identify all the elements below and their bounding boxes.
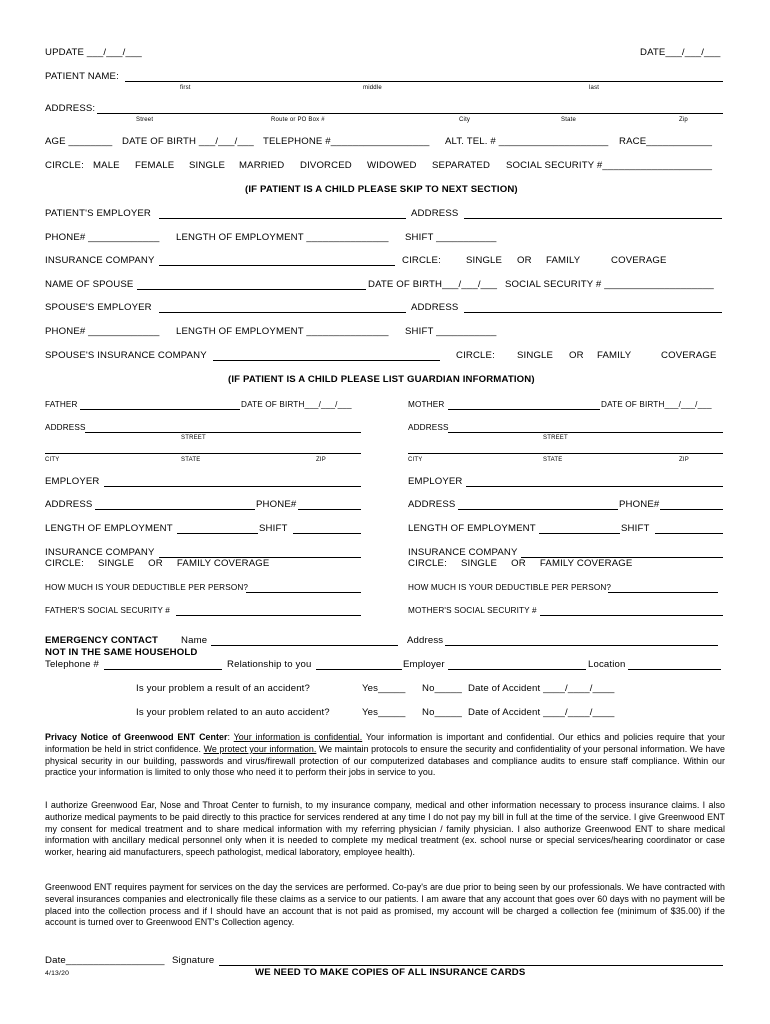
father-ssn-field[interactable] [176,615,361,616]
female-option[interactable]: FEMALE [135,160,175,171]
age-field[interactable]: AGE ________ [45,136,113,147]
mother-zip-caption: ZIP [679,457,689,463]
father-dob-field[interactable]: DATE OF BIRTH___/___/___ [241,400,352,409]
father-deductible-field[interactable] [246,592,361,593]
spouse-family-option[interactable]: FAMILY [597,350,632,361]
father-insurance-label: INSURANCE COMPANY [45,547,155,558]
mother-coverage-options[interactable]: CIRCLE: SINGLE OR FAMILY COVERAGE [408,558,633,569]
mother-deductible-label: HOW MUCH IS YOUR DEDUCTIBLE PER PERSON? [408,583,612,592]
accident-no-field[interactable]: No_____ [422,683,462,694]
mother-name-field[interactable] [448,409,600,410]
insurance-circle-label: CIRCLE: [402,255,441,266]
accident-date-field[interactable]: Date of Accident ____/____/____ [468,683,615,694]
mother-insurance-label: INSURANCE COMPANY [408,547,518,558]
mother-address-label: ADDRESS [408,423,449,432]
emergency-employer-field[interactable] [448,669,586,670]
father-coverage-options[interactable]: CIRCLE: SINGLE OR FAMILY COVERAGE [45,558,270,569]
patient-name-field[interactable] [125,81,723,82]
mother-street-caption: STREET [543,435,568,441]
patient-name-label: PATIENT NAME: [45,71,119,82]
auto-accident-yes-field[interactable]: Yes_____ [362,707,406,718]
state-caption: State [561,117,577,123]
male-option[interactable]: MALE [93,160,120,171]
dob-field[interactable]: DATE OF BIRTH ___/___/___ [122,136,254,147]
privacy-confidential: Your information is confidential. [233,732,363,742]
spouse-circle-label: CIRCLE: [456,350,495,361]
father-street-caption: STREET [181,435,206,441]
alt-telephone-field[interactable]: ALT. TEL. # ____________________ [445,136,609,147]
mother-deductible-field[interactable] [608,592,718,593]
spouse-or: OR [569,350,584,361]
emergency-household-title: NOT IN THE SAME HOUSEHOLD [45,647,198,658]
mother-city-field[interactable] [408,453,723,454]
length-employment-field[interactable]: LENGTH OF EMPLOYMENT _______________ [176,232,389,243]
privacy-protect: We protect your information. [203,743,317,754]
spouse-length-field[interactable]: LENGTH OF EMPLOYMENT _______________ [176,326,389,337]
spouse-phone-field[interactable]: PHONE# _____________ [45,326,160,337]
father-phone-field[interactable] [298,509,361,510]
accident-question: Is your problem a result of an accident? [136,683,310,694]
single-option[interactable]: SINGLE [189,160,226,171]
mother-ssn-field[interactable] [540,615,723,616]
accident-yes-field[interactable]: Yes_____ [362,683,406,694]
father-employer-label: EMPLOYER [45,476,100,487]
authorization-paragraph: I authorize Greenwood Ear, Nose and Throat Center to furnish, to my insurance company, medical and other information necessary to process insurance claims. I also authorize medical payments to be paid directly to this practice for services rendered at any time I do not pay my bill in full at the time of the service. I give Greenwood ENT my consent for medical treatment and to share medical information with my referring physician / family physician. I also authorize Greenwood ENT to share medical information with ancillary medical personnel only when it is needed to complete my medical treatment (ex. school nurse or special services/hearing coordinator or case worker, hearing aid manufacturers, speech pathologist, medical laboratory, employee health). [45,800,725,858]
emergency-relationship-label: Relationship to you [227,659,312,670]
spouse-single-option[interactable]: SINGLE [517,350,554,361]
signature-date-field[interactable]: Date__________________ [45,955,165,966]
privacy-title: Privacy Notice of Greenwood ENT Center [45,732,228,742]
father-address-label: ADDRESS [45,423,86,432]
patient-address-field[interactable] [97,113,723,114]
emergency-location-field[interactable] [628,669,721,670]
emergency-address-field[interactable] [445,645,718,646]
mother-address-field[interactable] [448,432,723,433]
insurance-coverage: COVERAGE [611,255,667,266]
form-date-field[interactable]: DATE___/___/___ [640,47,721,58]
mother-phone-label: PHONE# [619,499,660,510]
street-caption: Street [136,117,154,123]
spouse-employer-field[interactable] [159,312,406,313]
insurance-or: OR [517,255,532,266]
mother-ssn-label: MOTHER'S SOCIAL SECURITY # [408,606,537,615]
insurance-single-option[interactable]: SINGLE [466,255,503,266]
signature-label: Signature [172,955,215,966]
married-option[interactable]: MARRIED [239,160,285,171]
shift-field[interactable]: SHIFT ___________ [405,232,497,243]
father-address-field[interactable] [85,432,361,433]
circle-label: CIRCLE: [45,160,84,171]
privacy-colon: : [227,732,234,742]
insurance-family-option[interactable]: FAMILY [546,255,581,266]
insurance-field[interactable] [159,265,395,266]
guardian-heading: (IF PATIENT IS A CHILD PLEASE LIST GUARDIAN INFORMATION) [228,374,535,385]
mother-address2-field[interactable] [458,509,618,510]
father-employer-field[interactable] [104,486,361,487]
mother-length-field[interactable] [539,533,620,534]
spouse-address-field[interactable] [464,312,722,313]
mother-dob-field[interactable]: DATE OF BIRTH___/___/___ [601,400,712,409]
spouse-insurance-label: SPOUSE'S INSURANCE COMPANY [45,350,207,361]
privacy-notice [45,732,725,779]
father-label: FATHER [45,400,78,409]
separated-option[interactable]: SEPARATED [432,160,491,171]
spouse-ssn-field[interactable]: SOCIAL SECURITY # ____________________ [505,279,714,290]
father-length-label: LENGTH OF EMPLOYMENT [45,523,173,534]
ssn-field[interactable]: SOCIAL SECURITY #____________________ [506,160,713,171]
city-caption: City [459,117,471,123]
father-length-field[interactable] [177,533,258,534]
mother-employer-field[interactable] [466,486,723,487]
father-name-field[interactable] [80,409,240,410]
emergency-address-label: Address [407,635,444,646]
spouse-shift-field[interactable]: SHIFT ___________ [405,326,497,337]
update-date-field[interactable]: UPDATE ___/___/___ [45,47,142,58]
mother-phone-field[interactable] [660,509,723,510]
address-label: ADDRESS: [45,103,96,114]
telephone-field[interactable]: TELEPHONE #__________________ [263,136,430,147]
emergency-name-field[interactable] [211,645,398,646]
spouse-name-label: NAME OF SPOUSE [45,279,134,290]
mother-state-caption: STATE [543,457,563,463]
emergency-employer-label: Employer [403,659,445,670]
mother-city-caption: CITY [408,457,423,463]
child-skip-heading: (IF PATIENT IS A CHILD PLEASE SKIP TO NEXT SECTION) [245,184,518,195]
employer-field[interactable] [159,218,406,219]
spouse-name-field[interactable] [137,289,366,290]
father-deductible-label: HOW MUCH IS YOUR DEDUCTIBLE PER PERSON? [45,583,249,592]
auto-accident-question: Is your problem related to an auto accident? [136,707,330,718]
spouse-coverage: COVERAGE [661,350,717,361]
employer-address-label: ADDRESS [411,208,459,219]
father-phone-label: PHONE# [256,499,297,510]
first-caption: first [180,85,191,91]
father-city-caption: CITY [45,457,60,463]
emergency-relationship-field[interactable] [316,669,402,670]
divorced-option[interactable]: DIVORCED [300,160,352,171]
father-state-caption: STATE [181,457,201,463]
phone-field[interactable]: PHONE# _____________ [45,232,160,243]
insurance-cards-notice: WE NEED TO MAKE COPIES OF ALL INSURANCE CARDS [255,967,526,978]
auto-accident-date-field[interactable]: Date of Accident ____/____/____ [468,707,615,718]
widowed-option[interactable]: WIDOWED [367,160,417,171]
privacy-text-2: We maintain protocols to ensure the security and confidentiality of your personal information. We have physical security in our building, passwords and virus/firewall protection of our computerized databases and compliance audits to ensure staff compliance. Within our practice your information is limited to only those who need it to perform their jobs in service to you. [45,743,726,778]
spouse-employer-label: SPOUSE'S EMPLOYER [45,302,152,313]
route-caption: Route or PO Box # [271,117,325,123]
father-address2-label: ADDRESS [45,499,93,510]
emergency-telephone-field[interactable] [104,669,222,670]
employer-label: PATIENT'S EMPLOYER [45,208,151,219]
spouse-dob-field[interactable]: DATE OF BIRTH___/___/___ [368,279,498,290]
emergency-telephone-label: Telephone # [45,659,99,670]
insurance-label: INSURANCE COMPANY [45,255,155,266]
privacy-text-1: Your information is important and confidential. Our ethics and policies require that your information be held in strict confidence. [45,732,725,754]
mother-shift-field[interactable] [655,533,723,534]
spouse-insurance-field[interactable] [213,360,440,361]
payment-paragraph: Greenwood ENT requires payment for services on the day the services are performed. Co-pay's are due prior to being seen by our professionals. We have contracted with several insurances companies and electronically file these claims as a service to our patients. I am aware that any account that goes over 60 days with no payment will be placed into the collection process and if I should have an account that is not paid as promised, my account will be charged a collection fee (minimum of $35.00) if the account is turned over to Greenwood ENT's Collection agency. [45,882,725,928]
father-ssn-label: FATHER'S SOCIAL SECURITY # [45,606,170,615]
version-date: 4/13/20 [45,970,70,977]
mother-address2-label: ADDRESS [408,499,456,510]
emergency-location-label: Location [588,659,626,670]
auto-accident-no-field[interactable]: No_____ [422,707,462,718]
mother-label: MOTHER [408,400,445,409]
signature-field[interactable] [219,965,723,966]
emergency-contact-title: EMERGENCY CONTACT [45,635,159,646]
mother-employer-label: EMPLOYER [408,476,463,487]
father-shift-label: SHIFT [259,523,288,534]
father-address2-field[interactable] [95,509,255,510]
mother-length-label: LENGTH OF EMPLOYMENT [408,523,536,534]
father-city-field[interactable] [45,453,361,454]
father-shift-field[interactable] [293,533,361,534]
spouse-address-label: ADDRESS [411,302,459,313]
last-caption: last [589,85,600,91]
mother-shift-label: SHIFT [621,523,650,534]
middle-caption: middle [363,85,382,91]
employer-address-field[interactable] [464,218,722,219]
emergency-name-label: Name [181,635,208,646]
father-zip-caption: ZIP [316,457,326,463]
race-field[interactable]: RACE____________ [619,136,713,147]
zip-caption: Zip [679,117,688,123]
